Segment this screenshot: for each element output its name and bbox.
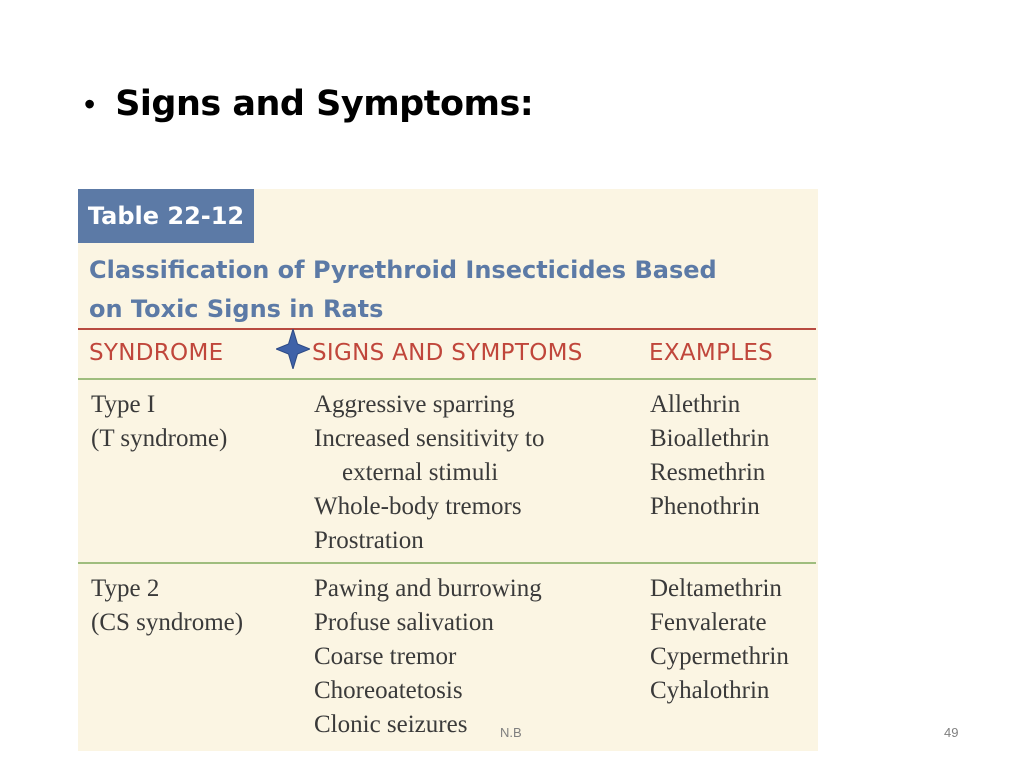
row-2-example: Deltamethrin	[650, 575, 782, 602]
row-2-sign: Clonic seizures	[314, 711, 468, 738]
row-1-sign: Whole-body tremors	[314, 493, 522, 520]
row-2-example: Cypermethrin	[650, 643, 789, 670]
row-divider	[78, 562, 816, 564]
footer-author: N.B	[500, 725, 522, 740]
row-2-syndrome-type: Type 2	[91, 575, 160, 602]
row-1-example: Resmethrin	[650, 459, 766, 486]
row-2-examples	[650, 572, 789, 708]
row-1-example: Allethrin	[650, 391, 741, 418]
row-2-syndrome-name: (CS syndrome)	[91, 609, 244, 636]
row-1-syndrome-name: (T syndrome)	[91, 425, 228, 452]
row-1-sign: Increased sensitivity to	[314, 425, 545, 452]
header-bottom-rule	[78, 378, 816, 380]
table-figure	[78, 189, 818, 751]
slide-title-row	[84, 84, 533, 124]
star-icon	[276, 329, 310, 369]
slide-title: Signs and Symptoms:	[115, 84, 534, 124]
row-2-sign: Choreoatetosis	[314, 677, 463, 704]
row-1-sign: Aggressive sparring	[314, 391, 515, 418]
row-2-example: Cyhalothrin	[650, 677, 770, 704]
table-caption	[89, 251, 729, 329]
row-2-sign: Pawing and burrowing	[314, 575, 542, 602]
column-header-examples: EXAMPLES	[649, 340, 774, 366]
column-header-signs: SIGNS AND SYMPTOMS	[312, 340, 583, 366]
row-1-example: Phenothrin	[650, 493, 760, 520]
row-2-example: Fenvalerate	[650, 609, 767, 636]
column-header-syndrome: SYNDROME	[89, 340, 224, 366]
bullet-icon: •	[84, 86, 96, 122]
table-caption-line-1: Classification of Pyrethroid Insecticides Based	[89, 256, 717, 284]
row-2-sign: Profuse salivation	[314, 609, 494, 636]
row-1-examples	[650, 388, 769, 524]
row-2-signs	[314, 572, 542, 742]
table-caption-line-2: on Toxic Signs in Rats	[89, 295, 384, 323]
row-2-syndrome	[91, 572, 243, 640]
row-1-signs	[314, 388, 545, 558]
row-2-sign: Coarse tremor	[314, 643, 457, 670]
row-1-sign: external stimuli	[342, 459, 499, 486]
row-1-syndrome-type: Type I	[91, 391, 156, 418]
row-1-sign: Prostration	[314, 527, 424, 554]
header-top-rule	[78, 328, 816, 330]
row-1-example: Bioallethrin	[650, 425, 770, 452]
table-label: Table 22-12	[78, 189, 254, 243]
page-number: 49	[944, 725, 959, 740]
row-1-syndrome	[91, 388, 227, 456]
